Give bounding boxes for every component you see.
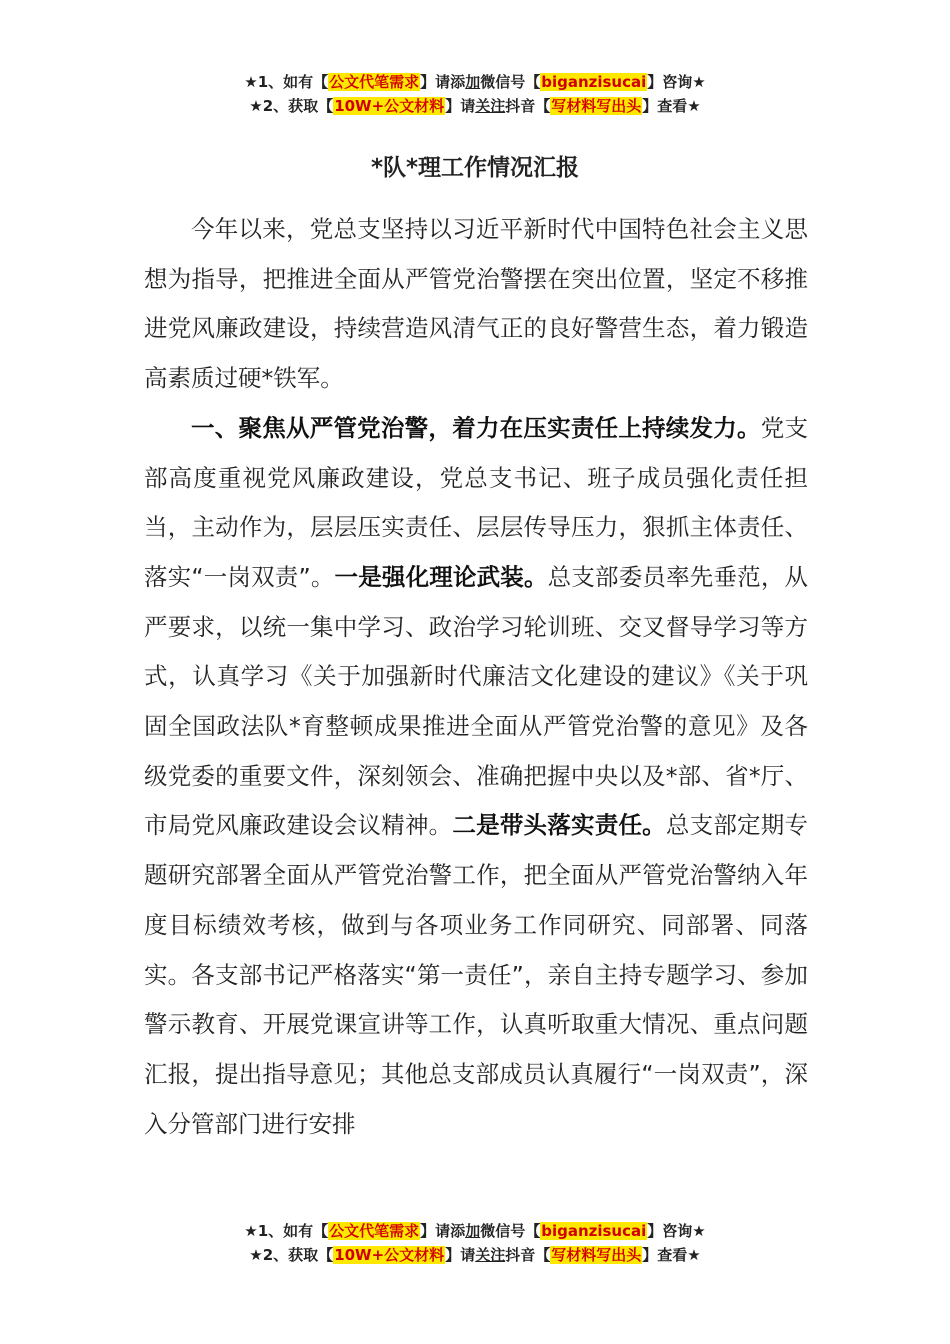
promo-text: 抖音【 xyxy=(505,97,551,115)
promo-highlight: 10W+公文材料 xyxy=(334,1246,445,1264)
promo-text: 】请添 xyxy=(420,1222,466,1240)
promo-underlined-text: 关注 xyxy=(475,1246,506,1264)
promo-underlined-text: 关注 xyxy=(475,97,506,115)
promo-underlined-text: 加 xyxy=(465,73,481,91)
point-heading-2: 二是带头落实责任。 xyxy=(452,811,666,840)
section-heading: 一、聚焦从严管党治警，着力在压实责任上持续发力。 xyxy=(191,413,761,442)
promo-line-1 xyxy=(0,1219,950,1243)
section-one-paragraph xyxy=(144,404,808,1150)
point-heading-1: 一是强化理论武装。 xyxy=(334,562,548,591)
promo-highlight: 写材料写出头 xyxy=(551,1246,642,1264)
promo-text: 】咨询★ xyxy=(647,73,706,91)
document-body xyxy=(144,205,808,1149)
promo-line-2 xyxy=(0,94,950,118)
promo-banner-top xyxy=(0,70,950,118)
promo-underlined-text: 加 xyxy=(465,1222,481,1240)
promo-text: 微信号【 xyxy=(480,1222,541,1240)
document-title: *队*理工作情况汇报 xyxy=(370,155,580,181)
promo-text: 】查看★ xyxy=(642,97,701,115)
promo-text: ★1、如有【 xyxy=(244,1222,329,1240)
promo-line-2 xyxy=(0,1243,950,1267)
promo-text: 抖音【 xyxy=(505,1246,551,1264)
promo-text: 微信号【 xyxy=(480,73,541,91)
point-text-1: 总支部委员率先垂范，从严要求，以统一集中学习、政治学习轮训班、交叉督导学习等方式，认真学习《关于加强新时代廉洁文化建设的建议》《关于巩固全国政法队*育整顿成果推进全面从严管党治警的意见》及各级党委的重要文件，深刻领会、准确把握中央以及*部、省*厅、市局党风廉政建设会议精神。 xyxy=(144,562,809,840)
promo-highlight: biganzisucai xyxy=(541,1222,647,1240)
promo-text: ★1、如有【 xyxy=(244,73,329,91)
promo-text: 】查看★ xyxy=(642,1246,701,1264)
promo-highlight: biganzisucai xyxy=(541,73,647,91)
promo-highlight: 公文代笔需求 xyxy=(329,1222,420,1240)
promo-text: ★2、获取【 xyxy=(249,97,334,115)
promo-text: 】请添 xyxy=(420,73,466,91)
intro-paragraph: 今年以来，党总支坚持以习近平新时代中国特色社会主义思想为指导，把推进全面从严管党治警摆在突出位置，坚定不移推进党风廉政建设，持续营造风清气正的良好警营生态，着力锻造高素质过硬*铁军。 xyxy=(144,215,808,393)
promo-text: 】咨询★ xyxy=(647,1222,706,1240)
promo-text: ★2、获取【 xyxy=(249,1246,334,1264)
promo-banner-bottom xyxy=(0,1219,950,1267)
point-text-2: 总支部定期专题研究部署全面从严管党治警工作，把全面从严管党治警纳入年度目标绩效考核，做到与各项业务工作同研究、同部署、同落实。各支部书记严格落实“第一责任”，亲自主持专题学习、参加警示教育、开展党课宣讲等工作，认真听取重大情况、重点问题汇报，提出指导意见；其他总支部成员认真履行“一岗双责”，深入分管部门进行安排 xyxy=(144,811,809,1138)
promo-highlight: 写材料写出头 xyxy=(551,97,642,115)
promo-highlight: 10W+公文材料 xyxy=(334,97,445,115)
promo-highlight: 公文代笔需求 xyxy=(329,73,420,91)
promo-text: 】请 xyxy=(445,97,476,115)
section-text: 党支部高度重视党风廉政建设，党总支书记、班子成员强化责任担当，主动作为，层层压实责任、层层传导压力，狠抓主体责任、落实“一岗双责”。 xyxy=(144,413,809,591)
promo-line-1 xyxy=(0,70,950,94)
promo-text: 】请 xyxy=(445,1246,476,1264)
